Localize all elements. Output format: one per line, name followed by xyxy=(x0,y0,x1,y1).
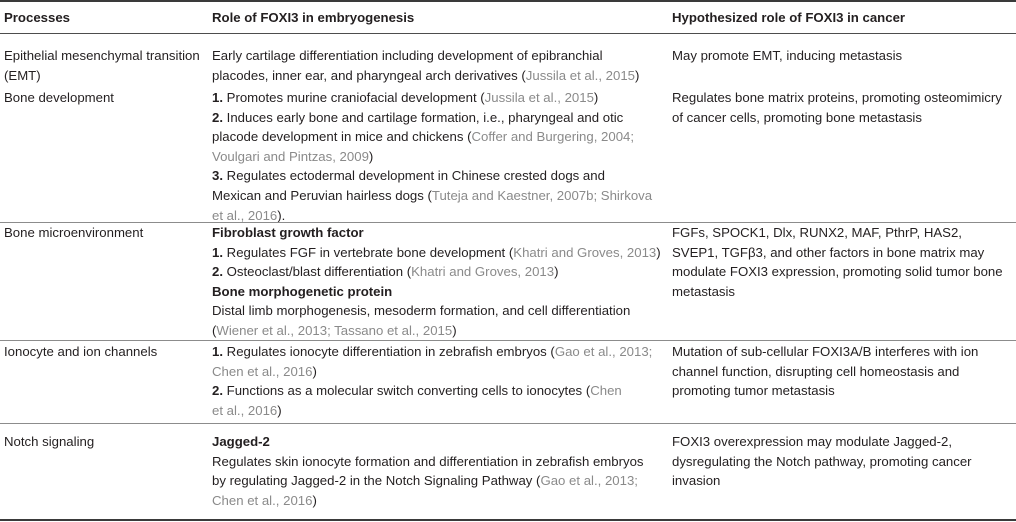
bold-label: 1. xyxy=(212,344,223,359)
text-segment: of cancer cells, promoting bone metastasis xyxy=(672,109,922,125)
cell-line xyxy=(212,491,644,511)
text-segment: Regulates bone matrix proteins, promoting osteomimicry xyxy=(672,90,1002,105)
row-3-cancer xyxy=(672,342,978,401)
citation: Coffer and Burgering, 2004; xyxy=(471,129,635,145)
row-4-process xyxy=(4,432,94,452)
text-segment: ) xyxy=(656,244,661,260)
citation: Chen et al., 2016 xyxy=(212,492,313,508)
text-segment: Distal limb morphogenesis, mesoderm formation, and cell differentiation xyxy=(212,303,631,319)
text-segment: invasion xyxy=(672,473,721,489)
row-2-cancer xyxy=(672,223,1003,301)
cell-line xyxy=(212,166,652,186)
cell-line xyxy=(212,186,652,206)
text-segment: Early cartilage differentiation including development of epibranchial xyxy=(212,48,603,63)
cell-line xyxy=(212,243,661,263)
citation: Tuteja and Kaestner, 2007b; Shirkova xyxy=(431,187,653,203)
bold-label: 2. xyxy=(212,383,223,399)
text-segment: Regulates ectodermal development in Chinese crested dogs and xyxy=(223,168,605,184)
citation: et al., 2016 xyxy=(212,207,278,223)
citation: Jussila et al., 2015 xyxy=(484,90,594,105)
cell-line xyxy=(212,88,652,108)
citation: Gao et al., 2013; xyxy=(554,344,653,359)
row-0-cancer xyxy=(672,46,902,66)
cell-line xyxy=(672,108,1002,128)
text-segment: FOXI3 overexpression may modulate Jagged-2, xyxy=(672,434,953,449)
cell-line xyxy=(212,381,652,401)
text-segment: placodes, inner ear, and pharyngeal arch derivatives ( xyxy=(212,67,526,83)
cell-line xyxy=(672,342,978,362)
bold-label: 2. xyxy=(212,264,223,280)
text-segment: ) xyxy=(277,402,282,418)
cell-line xyxy=(4,342,157,362)
citation: Chen et al., 2016 xyxy=(212,363,313,379)
citation: Jussila et al., 2015 xyxy=(525,67,635,83)
cell-line xyxy=(212,321,661,341)
text-segment: ) xyxy=(368,148,374,164)
text-segment: ) xyxy=(452,322,457,338)
row-3-role xyxy=(212,342,652,420)
cell-line xyxy=(212,223,661,243)
cell-line xyxy=(672,262,1003,282)
text-segment: promoting tumor metastasis xyxy=(672,383,835,399)
text-segment: Promotes murine craniofacial development ( xyxy=(223,90,485,105)
cell-line xyxy=(212,46,639,66)
cell-line xyxy=(212,108,652,128)
citation: et al., 2016 xyxy=(212,402,278,418)
cell-line xyxy=(212,282,661,302)
text-segment: May promote EMT, inducing metastasis xyxy=(672,48,903,63)
text-segment: Epithelial mesenchymal transition xyxy=(4,48,200,63)
citation: Wiener et al., 2013; Tassano et al., 2015 xyxy=(216,322,453,338)
text-segment: Regulates FGF in vertebrate bone development ( xyxy=(223,244,514,260)
cell-line xyxy=(212,262,661,282)
text-segment: Ionocyte and ion channels xyxy=(4,344,158,359)
text-segment: Notch signaling xyxy=(4,434,95,449)
row-4-cancer xyxy=(672,432,972,491)
cell-line xyxy=(212,471,644,491)
cell-line xyxy=(212,401,652,421)
cell-line xyxy=(212,362,652,382)
cell-line xyxy=(672,46,902,66)
text-segment: by regulating Jagged-2 in the Notch Signaling Pathway ( xyxy=(212,473,541,489)
text-segment: Regulates skin ionocyte formation and differentiation in zebrafish embryos xyxy=(212,453,644,469)
bold-label: Fibroblast growth factor xyxy=(212,225,364,240)
text-segment: Mutation of sub-cellular FOXI3A/B interferes with ion xyxy=(672,344,979,359)
citation: Gao et al., 2013; xyxy=(540,473,638,489)
text-segment: Osteoclast/blast differentiation ( xyxy=(223,264,412,280)
cell-line xyxy=(672,362,978,382)
citation: Chen xyxy=(590,383,622,399)
table-top-rule xyxy=(0,0,1016,2)
row-divider xyxy=(0,340,1016,341)
text-segment: Bone development xyxy=(4,90,114,105)
citation: Voulgari and Pintzas, 2009 xyxy=(212,148,369,164)
text-segment: (EMT) xyxy=(4,67,41,83)
header-cancer: Hypothesized role of FOXI3 in cancer xyxy=(672,10,906,25)
cell-line xyxy=(4,432,94,452)
row-2-process xyxy=(4,223,143,243)
bold-label: 3. xyxy=(212,168,223,184)
row-4-role xyxy=(212,432,644,510)
text-segment: Induces early bone and cartilage formation, i.e., pharyngeal and otic xyxy=(223,109,624,125)
text-segment: Functions as a molecular switch converting cells to ionocytes ( xyxy=(223,383,591,399)
text-segment: Mexican and Peruvian hairless dogs ( xyxy=(212,187,432,203)
row-0-role xyxy=(212,46,639,85)
row-1-cancer xyxy=(672,88,1002,127)
bold-label: 1. xyxy=(212,244,223,260)
text-segment: FGFs, SPOCK1, Dlx, RUNX2, MAF, PthrP, HAS2, xyxy=(672,225,962,240)
cell-line xyxy=(212,127,652,147)
text-segment: channel function, disrupting cell homeostasis and xyxy=(672,363,960,379)
row-divider xyxy=(0,423,1016,424)
cell-line xyxy=(672,471,972,491)
cell-line xyxy=(672,381,978,401)
text-segment: placode development in mice and chickens ( xyxy=(212,129,472,145)
row-2-role xyxy=(212,223,661,341)
cell-line xyxy=(672,223,1003,243)
text-segment: ) xyxy=(312,363,317,379)
row-3-process xyxy=(4,342,157,362)
cell-line xyxy=(672,282,1003,302)
bold-label: Jagged-2 xyxy=(212,434,270,449)
bold-label: 1. xyxy=(212,90,223,105)
text-segment: ) xyxy=(593,90,599,105)
bold-label: 2. xyxy=(212,109,223,125)
bold-label: Bone morphogenetic protein xyxy=(212,283,393,299)
citation: Khatri and Groves, 2013 xyxy=(513,244,657,260)
row-0-process xyxy=(4,46,200,85)
text-segment: ) xyxy=(554,264,559,280)
cell-line xyxy=(4,223,143,243)
citation: Khatri and Groves, 2013 xyxy=(411,264,555,280)
text-segment: ). xyxy=(277,207,286,223)
cell-line xyxy=(672,432,972,452)
text-segment: ( xyxy=(212,322,217,338)
row-1-process xyxy=(4,88,114,108)
cell-line xyxy=(672,88,1002,108)
cell-line xyxy=(672,243,1003,263)
cell-line xyxy=(4,66,200,86)
cell-line xyxy=(212,432,644,452)
cell-line xyxy=(212,301,661,321)
header-processes: Processes xyxy=(4,10,70,25)
cell-line xyxy=(212,452,644,472)
text-segment: modulate FOXI3 expression, promoting solid tumor bone xyxy=(672,264,1003,280)
cell-line xyxy=(212,66,639,86)
text-segment: ) xyxy=(312,492,317,508)
cell-line xyxy=(4,88,114,108)
table-bottom-rule xyxy=(0,519,1016,521)
cell-line xyxy=(4,46,200,66)
cell-line xyxy=(672,452,972,472)
cell-line xyxy=(212,147,652,167)
header-rule xyxy=(0,33,1016,34)
text-segment: Bone microenvironment xyxy=(4,225,144,240)
text-segment: dysregulating the Notch pathway, promoting cancer xyxy=(672,453,972,469)
header-role: Role of FOXI3 in embryogenesis xyxy=(212,10,415,25)
text-segment: ) xyxy=(635,67,640,83)
text-segment: Regulates ionocyte differentiation in zebrafish embryos ( xyxy=(223,344,555,359)
row-1-role xyxy=(212,88,652,225)
text-segment: SVEP1, TGFβ3, and other factors in bone matrix may xyxy=(672,244,985,260)
cell-line xyxy=(212,342,652,362)
text-segment: metastasis xyxy=(672,283,736,299)
